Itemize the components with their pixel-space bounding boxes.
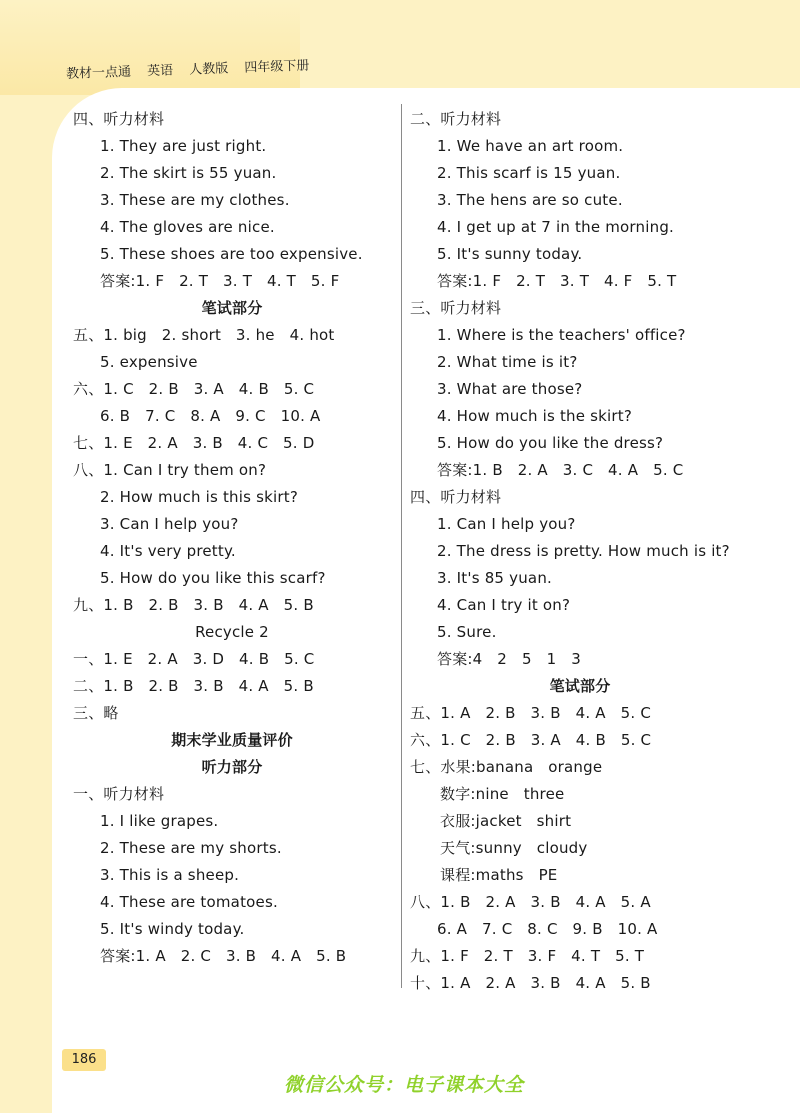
answer-line: 三、略 — [73, 704, 119, 722]
answer-line: 2. What time is it? — [437, 353, 578, 371]
answer-line: 3. These are my clothes. — [100, 191, 290, 209]
answer-line: 5. expensive — [100, 353, 198, 371]
answer-line: 1. Can I help you? — [437, 515, 576, 533]
answer-line: 二、1. B 2. B 3. B 4. A 5. B — [73, 677, 314, 695]
answer-line: 七、水果:banana orange — [410, 758, 603, 776]
section-heading: 一、听力材料 — [73, 785, 165, 803]
answer-line: 5. How do you like this scarf? — [100, 569, 326, 587]
header-grade: 四年级下册 — [244, 58, 310, 76]
exam-title: 期末学业质量评价 — [171, 731, 293, 749]
answer-line: 1. I like grapes. — [100, 812, 219, 830]
answer-line: 4. It's very pretty. — [100, 542, 236, 560]
column-divider — [401, 104, 402, 988]
answer-line: 4. These are tomatoes. — [100, 893, 278, 911]
header-edition: 人教版 — [189, 61, 229, 78]
page-number: 186 — [62, 1049, 106, 1071]
part-title: 笔试部分 — [201, 299, 263, 317]
answer-line: 3. Can I help you? — [100, 515, 239, 533]
section-heading: 四、听力材料 — [73, 110, 165, 128]
answer-line: 3. It's 85 yuan. — [437, 569, 552, 587]
answer-line: 3. The hens are so cute. — [437, 191, 623, 209]
answer-line: 4. How much is the skirt? — [437, 407, 633, 425]
answer-line: 5. Sure. — [437, 623, 497, 641]
answer-line: 4. I get up at 7 in the morning. — [437, 218, 675, 236]
answer-line: 衣服:jacket shirt — [440, 812, 572, 830]
answer-line: 五、1. A 2. B 3. B 4. A 5. C — [410, 704, 651, 722]
answer-line: 2. This scarf is 15 yuan. — [437, 164, 621, 182]
answer-line: 3. This is a sheep. — [100, 866, 240, 884]
answer-key: 答案:1. A 2. C 3. B 4. A 5. B — [100, 947, 347, 965]
part-title: 听力部分 — [201, 758, 263, 776]
left-column — [73, 106, 391, 970]
answer-line: 2. The skirt is 55 yuan. — [100, 164, 277, 182]
section-heading: 四、听力材料 — [410, 488, 502, 506]
header-subject: 英语 — [146, 63, 174, 80]
answer-line: 天气:sunny cloudy — [440, 839, 588, 857]
answer-line: 6. B 7. C 8. A 9. C 10. A — [100, 407, 321, 425]
answer-line: 1. They are just right. — [100, 137, 267, 155]
section-heading: 二、听力材料 — [410, 110, 502, 128]
watermark: 微信公众号：电子课本大全 — [284, 1074, 525, 1096]
answer-line: 1. Where is the teachers' office? — [437, 326, 686, 344]
answer-line: 八、1. B 2. A 3. B 4. A 5. A — [410, 893, 651, 911]
answer-line: 数字:nine three — [440, 785, 565, 803]
answer-key: 答案:1. B 2. A 3. C 4. A 5. C — [437, 461, 684, 479]
answer-line: 5. It's windy today. — [100, 920, 245, 938]
answer-line: 九、1. F 2. T 3. F 4. T 5. T — [410, 947, 645, 965]
answer-line: 一、1. E 2. A 3. D 4. B 5. C — [73, 650, 315, 668]
answer-line: 5. How do you like the dress? — [437, 434, 664, 452]
answer-line: 课程:maths PE — [440, 866, 558, 884]
answer-line: 九、1. B 2. B 3. B 4. A 5. B — [73, 596, 314, 614]
answer-line: 八、1. Can I try them on? — [73, 461, 267, 479]
part-title: 笔试部分 — [549, 677, 611, 695]
answer-line: 2. How much is this skirt? — [100, 488, 298, 506]
answer-line: 4. The gloves are nice. — [100, 218, 275, 236]
answer-line: 5. It's sunny today. — [437, 245, 583, 263]
page-corner-band — [0, 0, 300, 95]
answer-line: 4. Can I try it on? — [437, 596, 571, 614]
answer-line: 1. We have an art room. — [437, 137, 624, 155]
header-book: 教材一点通 — [65, 64, 132, 82]
answer-line: 五、1. big 2. short 3. he 4. hot — [73, 326, 335, 344]
answer-line: 6. A 7. C 8. C 9. B 10. A — [437, 920, 658, 938]
right-column — [410, 106, 750, 997]
answer-line: 六、1. C 2. B 3. A 4. B 5. C — [73, 380, 315, 398]
answer-key: 答案:1. F 2. T 3. T 4. T 5. F — [100, 272, 340, 290]
answer-line: 5. These shoes are too expensive. — [100, 245, 363, 263]
answer-key: 答案:4 2 5 1 3 — [437, 650, 581, 668]
answer-line: 十、1. A 2. A 3. B 4. A 5. B — [410, 974, 651, 992]
answer-line: 2. The dress is pretty. How much is it? — [437, 542, 730, 560]
answer-line: 七、1. E 2. A 3. B 4. C 5. D — [73, 434, 315, 452]
answer-line: 六、1. C 2. B 3. A 4. B 5. C — [410, 731, 652, 749]
section-heading: 三、听力材料 — [410, 299, 502, 317]
unit-title: Recycle 2 — [195, 623, 269, 641]
answer-key: 答案:1. F 2. T 3. T 4. F 5. T — [437, 272, 677, 290]
answer-line: 3. What are those? — [437, 380, 583, 398]
answer-line: 2. These are my shorts. — [100, 839, 282, 857]
